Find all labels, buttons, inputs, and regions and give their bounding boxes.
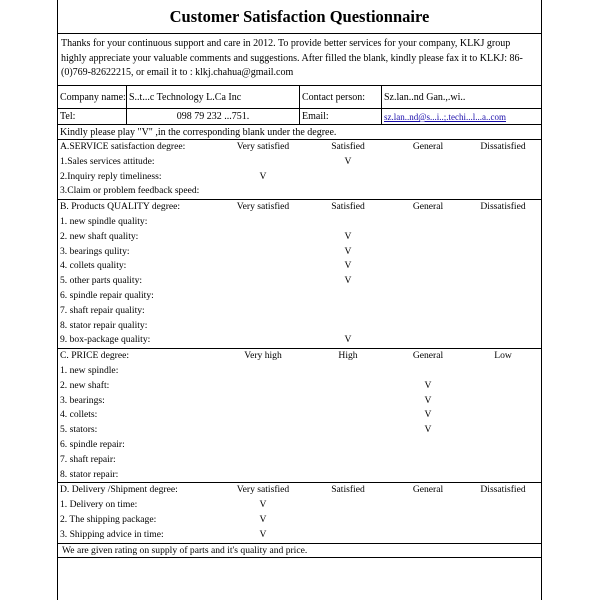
question-label: 8. stator repair: xyxy=(60,468,119,480)
survey-section xyxy=(58,349,541,483)
contact-row-2 xyxy=(58,109,541,125)
question-label: 5. other parts quality: xyxy=(60,275,143,287)
questionnaire-sheet xyxy=(57,0,542,600)
contact-person-value: Sz.lan..nd Gan.,.wi.. xyxy=(384,92,466,103)
check-mark[interactable]: V xyxy=(424,394,432,406)
check-mark[interactable]: V xyxy=(259,499,267,511)
check-mark[interactable]: V xyxy=(424,409,432,421)
section-heading: D. Delivery /Shipment degree: xyxy=(60,484,178,496)
degree-column-header: Dissatisfied xyxy=(480,201,526,213)
survey-section xyxy=(58,140,541,200)
degree-column-header: Very satisfied xyxy=(236,201,290,213)
question-row xyxy=(58,438,541,453)
degree-column-header: Satisfied xyxy=(331,141,365,152)
section-header-row xyxy=(58,200,541,215)
check-mark[interactable]: V xyxy=(259,170,267,182)
company-name-label: Company name: xyxy=(58,86,127,108)
question-row xyxy=(58,453,541,468)
question-row xyxy=(58,155,541,170)
section-heading: C. PRICE degree: xyxy=(60,350,130,362)
degree-column-header: Satisfied xyxy=(331,201,365,213)
check-mark[interactable]: V xyxy=(424,424,432,436)
section-header-row xyxy=(58,483,541,498)
contact-person-label: Contact person: xyxy=(300,86,382,108)
instruction-text: Kindly please play "V" ,in the corresponding blank under the degree. xyxy=(58,125,541,140)
question-label: 2. new shaft quality: xyxy=(60,230,139,242)
degree-column-header: General xyxy=(412,201,444,213)
question-row xyxy=(58,274,541,289)
degree-column-header: Satisfied xyxy=(331,484,365,496)
company-name-value: S..t...c Technology L.Ca Inc xyxy=(127,86,300,108)
question-row xyxy=(58,304,541,319)
tel-value: 098 79 232 ...751. xyxy=(127,109,300,124)
question-label: 5. stators: xyxy=(60,424,98,436)
question-row xyxy=(58,319,541,334)
check-mark[interactable]: V xyxy=(344,275,352,287)
degree-column-header: High xyxy=(338,350,358,362)
question-label: 6. spindle repair quality: xyxy=(60,289,154,301)
check-mark[interactable]: V xyxy=(344,230,352,242)
question-label: 3. bearings qulity: xyxy=(60,245,130,257)
question-label: 1. new spindle: xyxy=(60,364,119,376)
degree-column-header: General xyxy=(412,141,444,152)
degree-column-header: Dissatisfied xyxy=(480,484,526,496)
question-row xyxy=(58,259,541,274)
question-label: 4. collets: xyxy=(60,409,98,421)
check-mark[interactable]: V xyxy=(259,513,267,525)
intro-paragraph: Thanks for your continuous support and care in 2012. To provide better services for your company, KLKJ group highly appreciate your valuable comments and suggestions. After filled the blank, kindly please fax it to KLKJ: 86-(0)769-82622215, or email it to : klkj.chahua@gmail.com xyxy=(58,34,541,86)
question-row xyxy=(58,423,541,438)
question-label: 4. collets quality: xyxy=(60,260,127,272)
question-label: 2.Inquiry reply timeliness: xyxy=(60,170,162,182)
question-label: 2. new shaft: xyxy=(60,379,110,391)
question-row xyxy=(58,170,541,185)
question-row xyxy=(58,215,541,230)
degree-column-header: Very high xyxy=(244,350,282,362)
survey-section xyxy=(58,483,541,543)
email-link[interactable]: sz.lan..nd@s...i..;.techi...l...a..com xyxy=(384,112,507,122)
survey-sections xyxy=(58,140,541,544)
question-label: 1. Delivery on time: xyxy=(60,499,138,511)
degree-column-header: Low xyxy=(494,350,512,362)
question-label: 7. shaft repair quality: xyxy=(60,304,145,316)
degree-column-header: General xyxy=(412,350,444,362)
question-row xyxy=(58,513,541,528)
check-mark[interactable]: V xyxy=(344,260,352,272)
question-label: 1. new spindle quality: xyxy=(60,215,148,227)
question-label: 3. bearings: xyxy=(60,394,105,406)
question-label: 8. stator repair quality: xyxy=(60,319,148,331)
tel-label: Tel: xyxy=(58,109,127,124)
question-label: 2. The shipping package: xyxy=(60,513,157,525)
degree-column-header: Very satisfied xyxy=(236,141,290,152)
check-mark[interactable]: V xyxy=(344,334,352,346)
question-row xyxy=(58,184,541,199)
question-row xyxy=(58,379,541,394)
question-row xyxy=(58,408,541,423)
question-row xyxy=(58,394,541,409)
degree-column-header: Dissatisfied xyxy=(480,141,526,152)
question-row xyxy=(58,364,541,379)
section-heading: A.SERVICE satisfaction degree: xyxy=(60,141,186,152)
question-row xyxy=(58,230,541,245)
check-mark[interactable]: V xyxy=(259,528,267,540)
page-title: Customer Satisfaction Questionnaire xyxy=(58,0,541,34)
degree-column-header: Very satisfied xyxy=(236,484,290,496)
survey-section xyxy=(58,200,541,349)
question-label: 6. spindle repair: xyxy=(60,438,125,450)
question-row xyxy=(58,528,541,543)
question-row xyxy=(58,245,541,260)
question-row xyxy=(58,333,541,348)
question-row xyxy=(58,468,541,483)
section-header-row xyxy=(58,349,541,364)
section-heading: B. Products QUALITY degree: xyxy=(60,201,181,213)
contact-row-1 xyxy=(58,86,541,109)
footer-note: We are given rating on supply of parts and it's quality and price. xyxy=(58,544,541,558)
degree-column-header: General xyxy=(412,484,444,496)
question-label: 7. shaft repair: xyxy=(60,453,116,465)
email-label: Email: xyxy=(300,109,382,124)
section-header-row xyxy=(58,140,541,155)
check-mark[interactable]: V xyxy=(344,155,352,167)
question-row xyxy=(58,498,541,513)
check-mark[interactable]: V xyxy=(424,379,432,391)
question-label: 1.Sales services attitude: xyxy=(60,155,155,167)
question-label: 3. Shipping advice in time: xyxy=(60,528,164,540)
check-mark[interactable]: V xyxy=(344,245,352,257)
question-label: 3.Claim or problem feedback speed: xyxy=(60,185,200,197)
question-label: 9. box-package quality: xyxy=(60,334,151,346)
question-row xyxy=(58,289,541,304)
